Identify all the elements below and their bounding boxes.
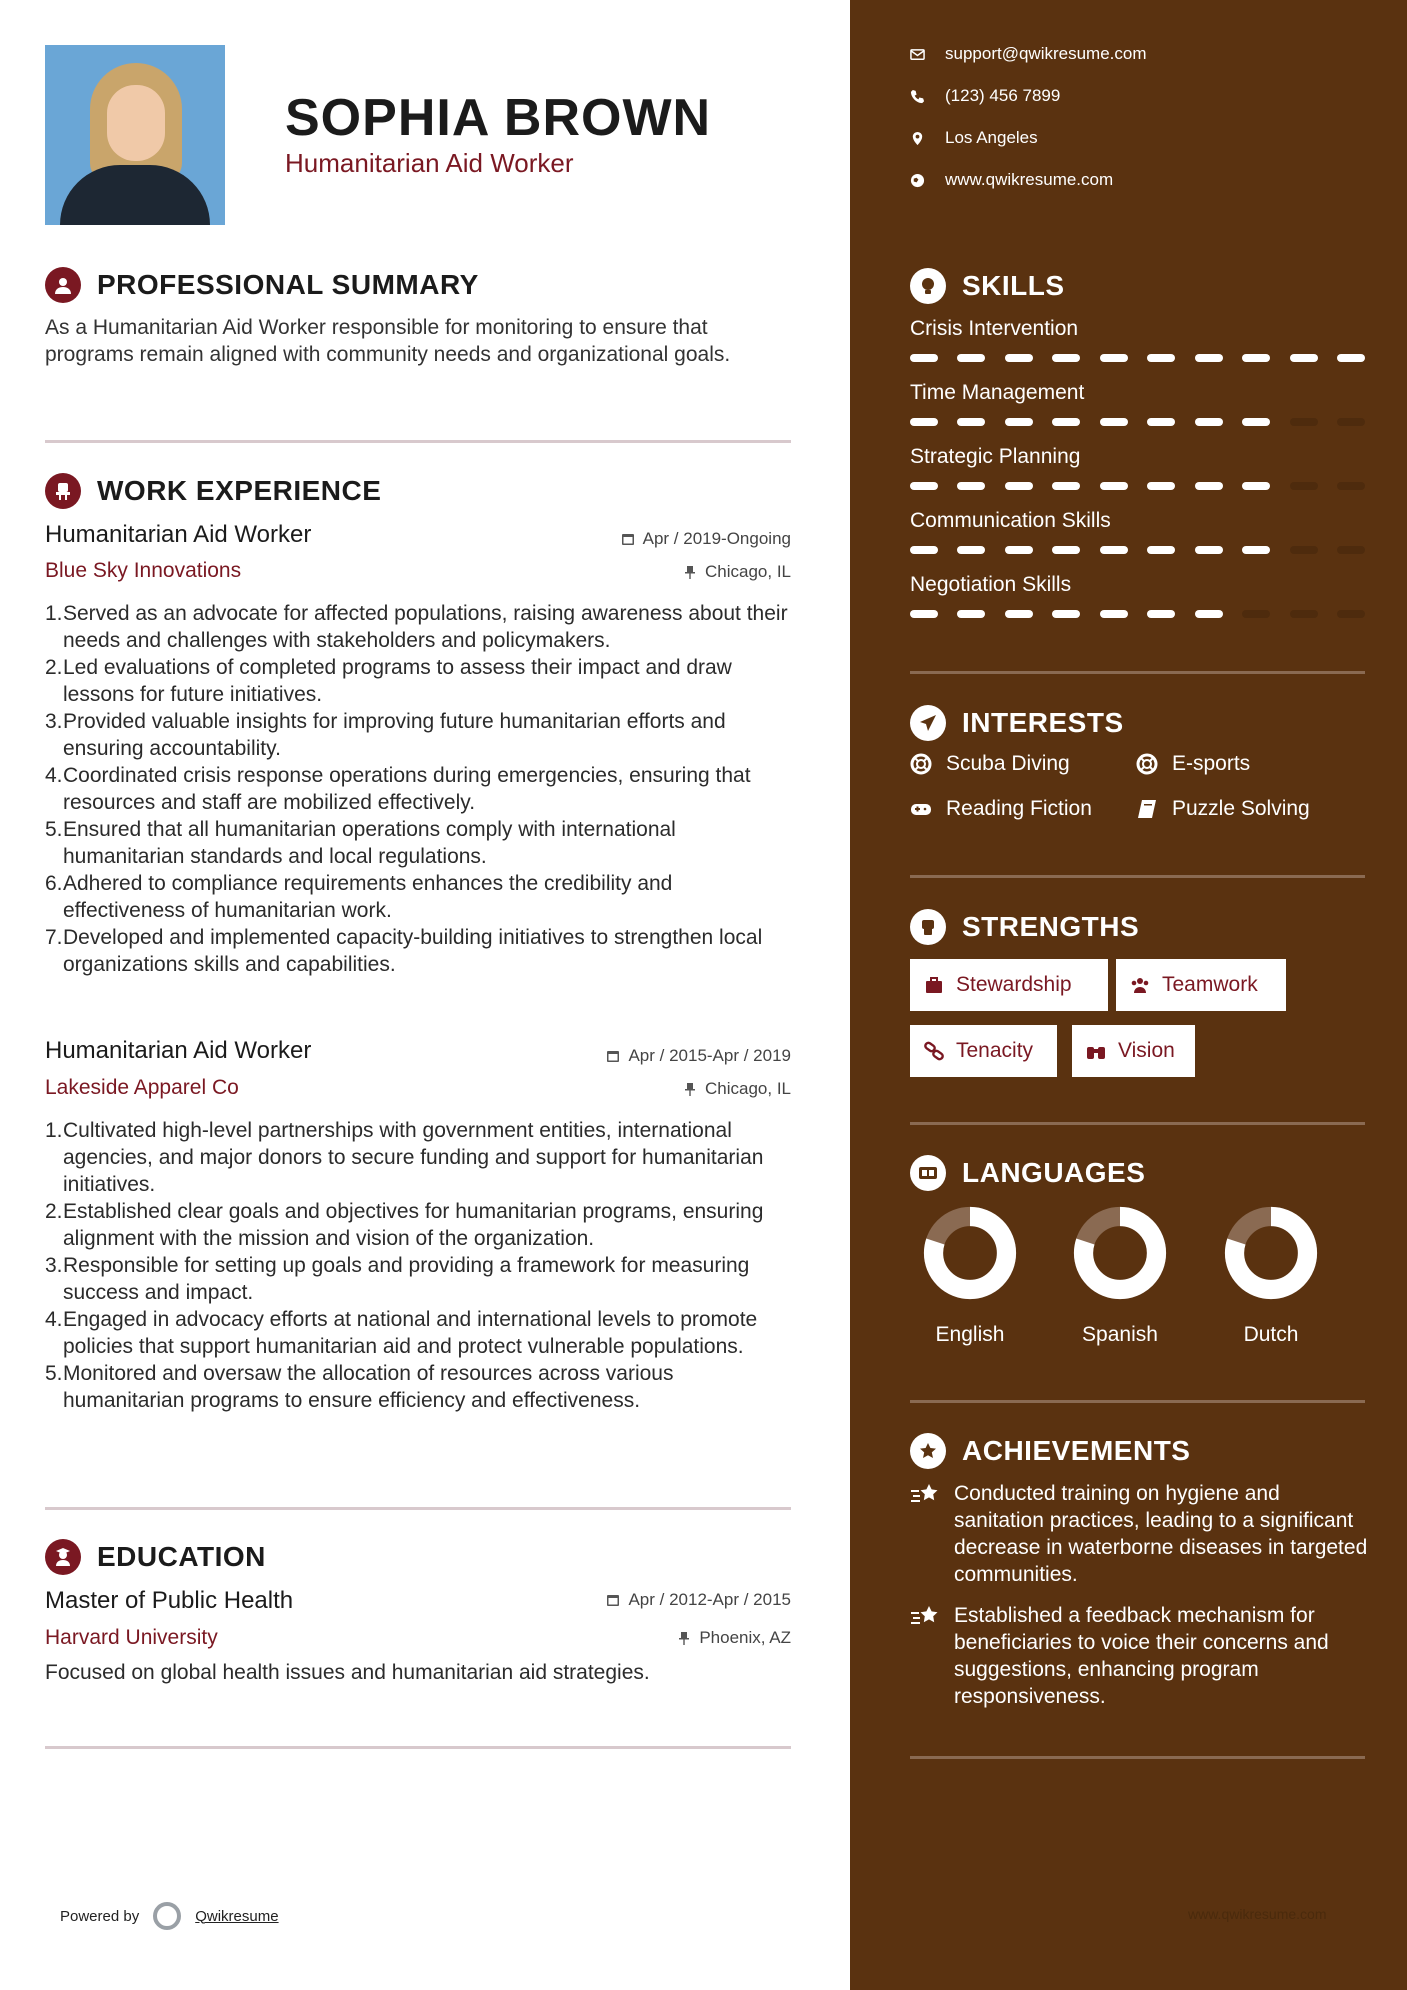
language-item: Spanish [1060,1205,1180,1347]
divider [910,1122,1365,1125]
list-item: 4.Engaged in advocacy efforts at national and international levels to promote policies that support humanitarian aid and protect vulnerable populations. [45,1308,758,1358]
candidate-title: Humanitarian Aid Worker [285,148,574,178]
calendar-icon [606,1049,620,1063]
skill-dash [1100,418,1128,426]
job-dates: Apr / 2015-Apr / 2019 [606,1046,791,1066]
paper-plane-icon [910,705,946,741]
list-item: 3.Provided valuable insights for improving future humanitarian efforts and ensuring accountability. [45,710,726,760]
experience-heading: WORK EXPERIENCE [45,473,381,509]
skill-dash [1195,354,1223,362]
skill-dash [1147,418,1175,426]
skill-dash [1337,610,1365,618]
skill-dash [1147,610,1175,618]
candidate-name: SOPHIA BROWN [285,89,712,147]
contact-email[interactable]: support@qwikresume.com [910,44,1147,64]
users-icon [1130,975,1150,995]
list-item: 4.Coordinated crisis response operations during emergencies, ensuring that resources and staff are mobilized effectively. [45,764,751,814]
skill-dash [910,610,938,618]
gamepad-icon [910,798,932,820]
skill-dash [1242,610,1270,618]
strengths-heading: STRENGTHS [910,909,1139,945]
list-item: 7.Developed and implemented capacity-building initiatives to strengthen local organizations skills and capabilities. [45,926,763,976]
skill-dash [1100,354,1128,362]
language-item: Dutch [1211,1205,1331,1347]
user-icon [45,267,81,303]
graduate-icon [45,1539,81,1575]
skill-dash [1242,418,1270,426]
brand-link[interactable]: Qwikresume [195,1907,279,1925]
skill-level-bar [910,418,1365,426]
skill-dash [1005,546,1033,554]
interest-item: E-sports [1136,752,1250,776]
education-description: Focused on global health issues and humanitarian aid strategies. [45,1661,650,1684]
qwikresume-logo-icon [153,1902,181,1930]
strength-badge: Vision [1072,1025,1195,1077]
interest-item: Reading Fiction [910,797,1092,821]
calendar-icon [621,532,635,546]
language-icon [910,1155,946,1191]
skill-dash [910,354,938,362]
phone-icon [910,89,925,104]
skill-dash [1052,546,1080,554]
divider [45,1507,791,1510]
powered-by: Powered by Qwikresume [60,1902,279,1930]
summary-text: As a Humanitarian Aid Worker responsible for monitoring to ensure that programs remain aligned with community needs and organizational goals. [45,316,731,366]
globe-icon [910,173,925,188]
skill-dash [1290,354,1318,362]
skill-dash [1147,482,1175,490]
skill-name: Crisis Intervention [910,317,1079,340]
skill-dash [1052,482,1080,490]
skill-dash [1147,546,1175,554]
skill-dash [1290,418,1318,426]
job-title: Humanitarian Aid Worker [45,1037,312,1064]
skills-heading: SKILLS [910,268,1065,304]
skill-level-bar [910,482,1365,490]
skill-dash [1147,354,1175,362]
skill-dash [957,610,985,618]
school-name: Harvard University [45,1626,218,1649]
skill-dash [957,546,985,554]
strength-badge: Stewardship [910,959,1108,1011]
interests-heading: INTERESTS [910,705,1124,741]
skill-name: Time Management [910,381,1085,404]
skill-dash [1195,546,1223,554]
skill-level-bar [910,354,1365,362]
pin-icon [677,1631,691,1645]
skill-dash [1005,610,1033,618]
interest-item: Scuba Diving [910,752,1070,776]
skill-dash [910,546,938,554]
job-bullets [45,1117,795,1414]
skill-dash [1337,354,1365,362]
strength-badge: Teamwork [1116,959,1286,1011]
divider [910,1400,1365,1403]
list-item: 2.Led evaluations of completed programs to assess their impact and draw lessons for future initiatives. [45,656,732,706]
skill-dash [1195,482,1223,490]
skill-name: Negotiation Skills [910,573,1072,596]
divider [45,1746,791,1749]
skill-name: Communication Skills [910,509,1111,532]
skill-dash [1337,546,1365,554]
list-item: 2.Established clear goals and objectives for humanitarian programs, ensuring alignment with the mission and vision of the organization. [45,1200,764,1250]
contact-website[interactable]: www.qwikresume.com [910,170,1113,190]
list-item: 5.Monitored and oversaw the allocation of resources across various humanitarian programs to ensure efficiency and effectiveness. [45,1362,674,1412]
skill-level-bar [910,546,1365,554]
languages-heading: LANGUAGES [910,1155,1145,1191]
list-item: 6.Adhered to compliance requirements enhances the credibility and effectiveness of humanitarian work. [45,872,673,922]
skill-dash [1005,482,1033,490]
skill-dash [1100,610,1128,618]
achievements-heading: ACHIEVEMENTS [910,1433,1190,1469]
language-ring [922,1205,1018,1301]
skill-dash [957,418,985,426]
skill-dash [1242,354,1270,362]
education-location: Phoenix, AZ [677,1628,791,1648]
skill-dash [957,482,985,490]
skill-dash [1005,354,1033,362]
skill-dash [1290,482,1318,490]
lifebuoy-icon [910,753,932,775]
divider [910,1756,1365,1759]
skill-dash [910,418,938,426]
company-name: Lakeside Apparel Co [45,1076,239,1099]
skill-dash [910,482,938,490]
calendar-icon [606,1593,620,1607]
skill-dash [1052,418,1080,426]
education-heading: EDUCATION [45,1539,266,1575]
skill-dash [1195,418,1223,426]
fist-icon [910,909,946,945]
skill-name: Strategic Planning [910,445,1081,468]
skill-dash [1337,418,1365,426]
strength-badge: Tenacity [910,1025,1057,1077]
job-dates: Apr / 2019-Ongoing [621,529,791,549]
degree: Master of Public Health [45,1587,294,1614]
company-name: Blue Sky Innovations [45,559,242,582]
profile-photo [45,45,225,225]
skill-dash [1005,418,1033,426]
link-icon [924,1041,944,1061]
skill-dash [1242,482,1270,490]
interest-item: Puzzle Solving [1136,797,1310,821]
job-location: Chicago, IL [683,1079,791,1099]
book-icon [1136,798,1158,820]
skill-dash [1242,546,1270,554]
job-location: Chicago, IL [683,562,791,582]
star-badge-icon [910,1433,946,1469]
achievement-item: Established a feedback mechanism for beneficiaries to voice their concerns and suggestions, enhancing program responsiveness. [910,1602,1370,1710]
divider [910,875,1365,878]
list-item: 1.Served as an advocate for affected populations, raising awareness about their needs and challenges with stakeholders and policymakers. [45,602,788,652]
divider [45,440,791,443]
skill-dash [1290,610,1318,618]
skill-dash [957,354,985,362]
skill-dash [1337,482,1365,490]
contact-phone[interactable]: (123) 456 7899 [910,86,1060,106]
contact-location: Los Angeles [910,128,1038,148]
achievement-item: Conducted training on hygiene and sanitation practices, leading to a significant decrease in waterborne diseases in targeted communities. [910,1480,1370,1588]
job-title: Humanitarian Aid Worker [45,521,312,548]
briefcase-icon [924,975,944,995]
skill-dash [1100,482,1128,490]
job-bullets [45,600,795,978]
language-ring [1223,1205,1319,1301]
lightbulb-icon [910,268,946,304]
summary-heading: PROFESSIONAL SUMMARY [45,267,479,303]
envelope-icon [910,47,925,62]
list-item: 3.Responsible for setting up goals and providing a framework for measuring success and impact. [45,1254,750,1304]
list-item: 5.Ensured that all humanitarian operations comply with international humanitarian standards and local regulations. [45,818,676,868]
shooting-star-icon [910,1604,940,1630]
skill-dash [1195,610,1223,618]
lifebuoy-icon [1136,753,1158,775]
skill-dash [1290,546,1318,554]
watermark: www.qwikresume.com [1188,1906,1327,1922]
map-marker-icon [910,131,925,146]
skill-dash [1100,546,1128,554]
divider [910,671,1365,674]
skill-dash [1052,610,1080,618]
language-ring [1072,1205,1168,1301]
skill-dash [1052,354,1080,362]
chair-icon [45,473,81,509]
skill-level-bar [910,610,1365,618]
shooting-star-icon [910,1482,940,1508]
language-item: English [910,1205,1030,1347]
list-item: 1.Cultivated high-level partnerships with government entities, international agencies, and major donors to secure funding and support for humanitarian initiatives. [45,1119,764,1196]
pin-icon [683,1082,697,1096]
pin-icon [683,565,697,579]
education-dates: Apr / 2012-Apr / 2015 [606,1590,791,1610]
binoculars-icon [1086,1041,1106,1061]
